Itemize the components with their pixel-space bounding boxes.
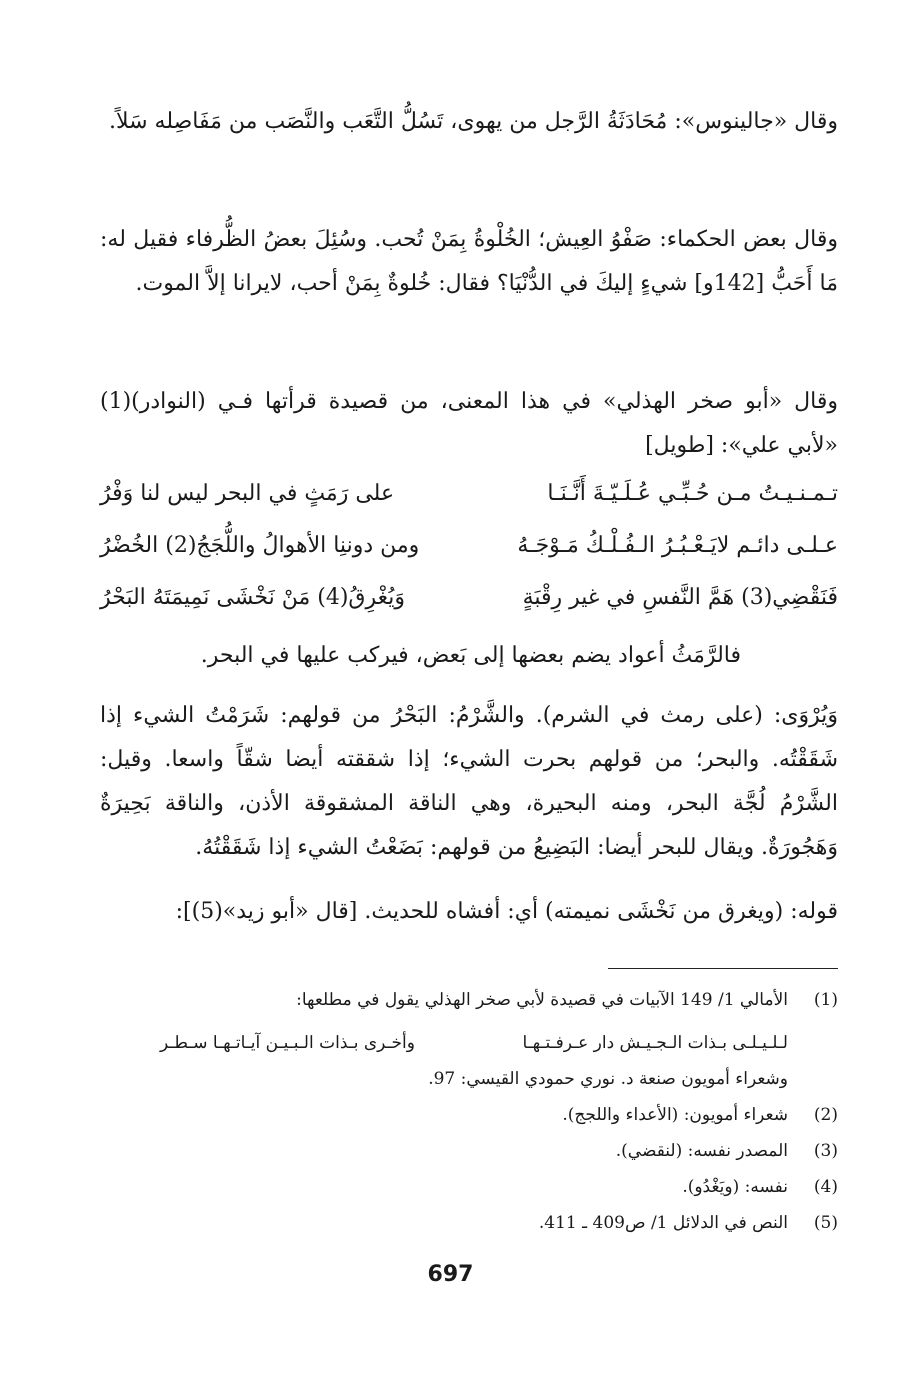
footnote-text: النص في الدلائل 1/ ص409 ـ 411. xyxy=(538,1213,788,1233)
footnote-number: (3) xyxy=(813,1141,838,1161)
verse-second-hemistich: وَيُغْرِقُ(4) مَنْ نَخْشَى نَمِيمَتَهُ البَحْرُ xyxy=(100,585,405,610)
verse-line xyxy=(100,576,838,620)
verse-first-hemistich: لـلـيـلـى بـذات الـجـيـش دار عـرفـتـهـا xyxy=(522,1033,788,1053)
verse-second-hemistich: على رَمَثٍ في البحر ليس لنا وَفْرُ xyxy=(100,481,395,506)
verse-first-hemistich: عـلـى دائـم لايَـعْـبُـرُ الـفُـلْـكُ مَـوْجَـهُ xyxy=(517,533,838,558)
footnote-text: نفسه: (ويَغْدُو). xyxy=(682,1177,788,1197)
footnote-separator xyxy=(608,968,838,969)
footnote xyxy=(100,1172,838,1202)
footnote xyxy=(100,1100,838,1130)
page-number: 697 xyxy=(427,1262,474,1287)
verse-second-hemistich: ومن دوننِا الأهوالُ واللُّجَجُ(2) الخُضْرُ xyxy=(100,533,420,558)
paragraph-qawluhu: قوله: (ويغرق من نَخْشَى نميمته) أي: أفشاه للحديث. [قال «أبو زيد»(5)]: xyxy=(175,899,838,924)
verse-second-hemistich: وأخـرى بـذات الـبـيـن آيـاتـهـا سـطـر xyxy=(160,1033,415,1053)
footnote-number: (5) xyxy=(813,1213,838,1233)
footnote-number: (1) xyxy=(813,990,838,1010)
footnote-continuation xyxy=(100,1064,838,1094)
paragraph-galen: وقال «جالينوس»: مُحَادَثَةُ الرَّجل من يهوى، تَسُلُّ التَّعَب والنَّصَب من مَفَاصِله سَلاً. xyxy=(109,109,838,134)
verse-line xyxy=(100,524,838,568)
paragraph-wise-men: وقال بعض الحكماء: صَفْوُ العِيش؛ الخُلْوةُ بِمَنْ تُحب. وسُئِلَ بعضُ الظُّرفاء فقيل له: مَا أَحَبُّ [142و] شيءٍ إليكَ في الدُّنْيَا؟ فقال: خُلوةٌ بِمَنْ أحب، لايرانا إلاَّ الموت. xyxy=(100,227,838,296)
footnote-text: شعراء أمويون: (الأعداء واللجج). xyxy=(562,1105,788,1125)
paragraph-abu-sakhr: وقال «أبو صخر الهذلي» في هذا المعنى، من قصيدة قرأتها فـي (النوادر)(1) «لأبي علي»: [طويل] xyxy=(100,389,838,458)
footnote xyxy=(100,1136,838,1166)
footnote-verse xyxy=(100,1028,788,1058)
verse-line xyxy=(100,472,838,516)
footnote xyxy=(100,985,838,1015)
paragraph-sharm: وَيُرْوَى: (على رمث في الشرم). والشَّرْمُ: البَحْرُ من قولهم: شَرَمْتُ الشيء إذا شَقَقْتُه. والبحر؛ من قولهم بحرت الشيء؛ إذا شققته أيضا شقّاً واسعا. وقيل: الشَّرْمُ لُجَّة البحر، ومنه البحيرة، وهي الناقة المشقوقة الأذن، والناقة بَحِيرَةٌ وَهَجُورَةٌ. ويقال للبحر أيضا: البَضِيعُ من قولهم: بَضَعْتُ الشيء إذا شَقَقْتُهُ. xyxy=(100,703,838,860)
footnote-text: الأمالي 1/ 149 الآبيات في قصيدة لأبي صخر الهذلي يقول في مطلعها: xyxy=(296,990,788,1010)
footnote-text: المصدر نفسه: (لنقضي). xyxy=(615,1141,788,1161)
verse-first-hemistich: فَنَقْضِي(3) هَمَّ النَّفسِ في غير رِقْبَةٍ xyxy=(522,585,838,610)
verse-first-hemistich: تـمـنـيـتُ مـن حُـبِّـي عُـلَـيّـةَ أَنَّـنَـا xyxy=(547,481,838,506)
footnote-text: وشعراء أمويون صنعة د. نوري حمودي القيسي: 97. xyxy=(428,1069,788,1089)
footnote-number: (4) xyxy=(813,1177,838,1197)
verse-explanation: فالرَّمَثُ أعواد يضم بعضها إلى بَعض، فيركب عليها في البحر. xyxy=(200,643,741,668)
footnote-number: (2) xyxy=(813,1105,838,1125)
footnote xyxy=(100,1208,838,1238)
